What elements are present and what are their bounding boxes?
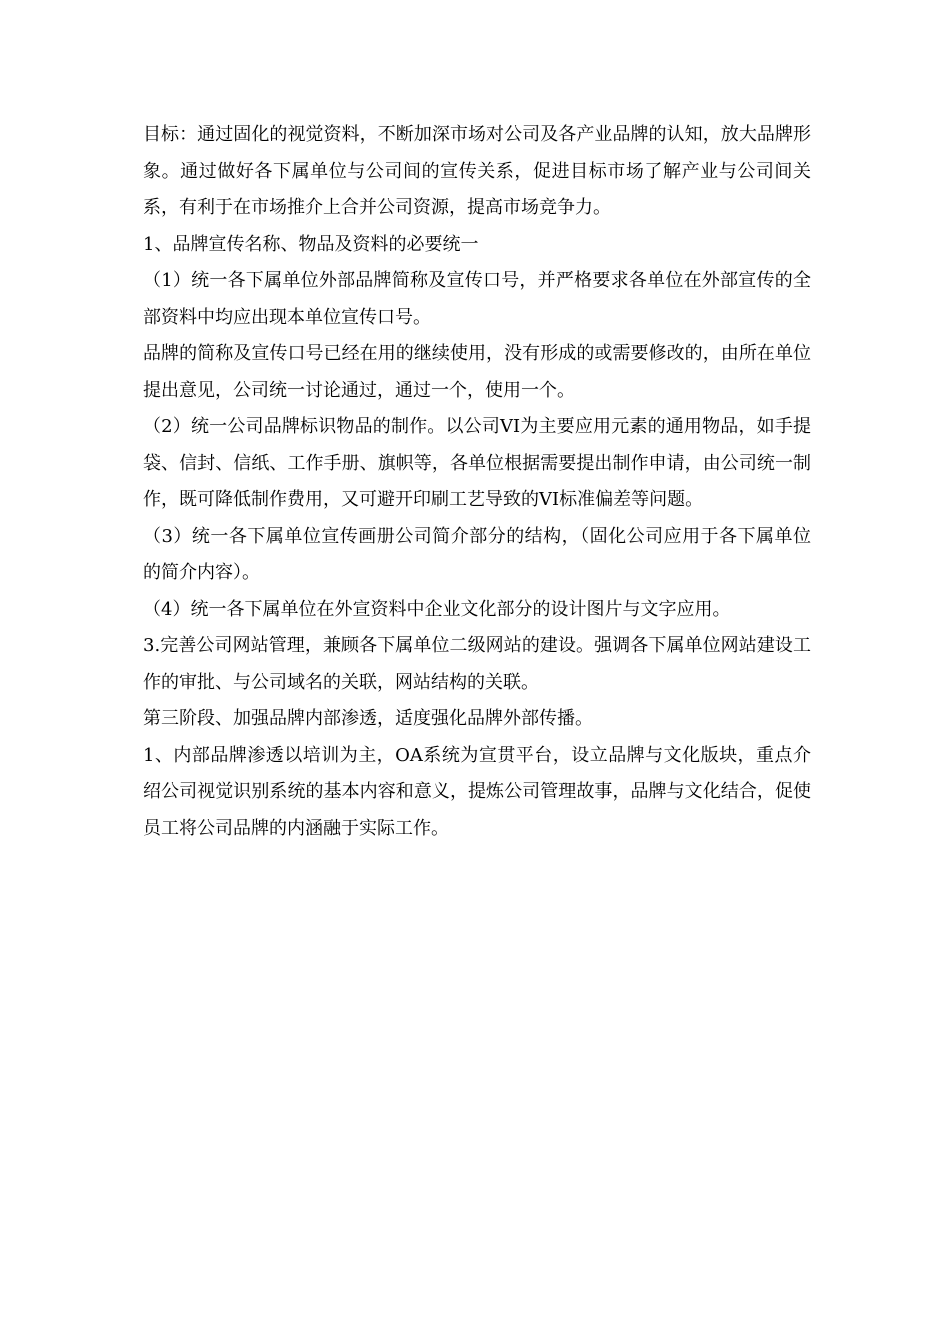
paragraph-goal: 目标：通过固化的视觉资料，不断加深市场对公司及各产业品牌的认知，放大品牌形象。通过做好各下属单位与公司间的宣传关系，促进目标市场了解产业与公司间关系，有利于在市场推介上合并公司资源，提高市场竞争力。 (143, 124, 811, 218)
paragraph-heading-1: 1、品牌宣传名称、物品及资料的必要统一 (143, 233, 479, 255)
paragraph-internal-training: 1、内部品牌渗透以培训为主，OA系统为宣贯平台，设立品牌与文化版块，重点介绍公司视觉识别系统的基本内容和意义，提炼公司管理故事，品牌与文化结合，促使员工将公司品牌的内涵融于实际工作。 (143, 744, 811, 839)
paragraph-brand-abbreviation: 品牌的简称及宣传口号已经在用的继续使用，没有形成的或需要修改的，由所在单位提出意见，公司统一讨论通过，通过一个，使用一个。 (143, 343, 811, 401)
paragraph-item-4: （4）统一各下属单位在外宣资料中企业文化部分的设计图片与文字应用。 (143, 598, 731, 620)
paragraph-website: 3.完善公司网站管理，兼顾各下属单位二级网站的建设。强调各下属单位网站建设工作的审批、与公司域名的关联，网站结构的关联。 (143, 635, 811, 693)
paragraph-stage-3: 第三阶段、加强品牌内部渗透，适度强化品牌外部传播。 (143, 708, 593, 729)
paragraph-item-3: （3）统一各下属单位宣传画册公司简介部分的结构，（固化公司应用于各下属单位的简介内容）。 (143, 525, 811, 583)
document-body (143, 117, 811, 847)
paragraph-item-2: （2）统一公司品牌标识物品的制作。以公司VI为主要应用元素的通用物品，如手提袋、信封、信纸、工作手册、旗帜等，各单位根据需要提出制作申请，由公司统一制作，既可降低制作费用，又可避开印刷工艺导致的VI标准偏差等问题。 (143, 416, 811, 510)
paragraph-item-1: （1）统一各下属单位外部品牌简称及宣传口号，并严格要求各单位在外部宣传的全部资料中均应出现本单位宣传口号。 (143, 270, 811, 328)
